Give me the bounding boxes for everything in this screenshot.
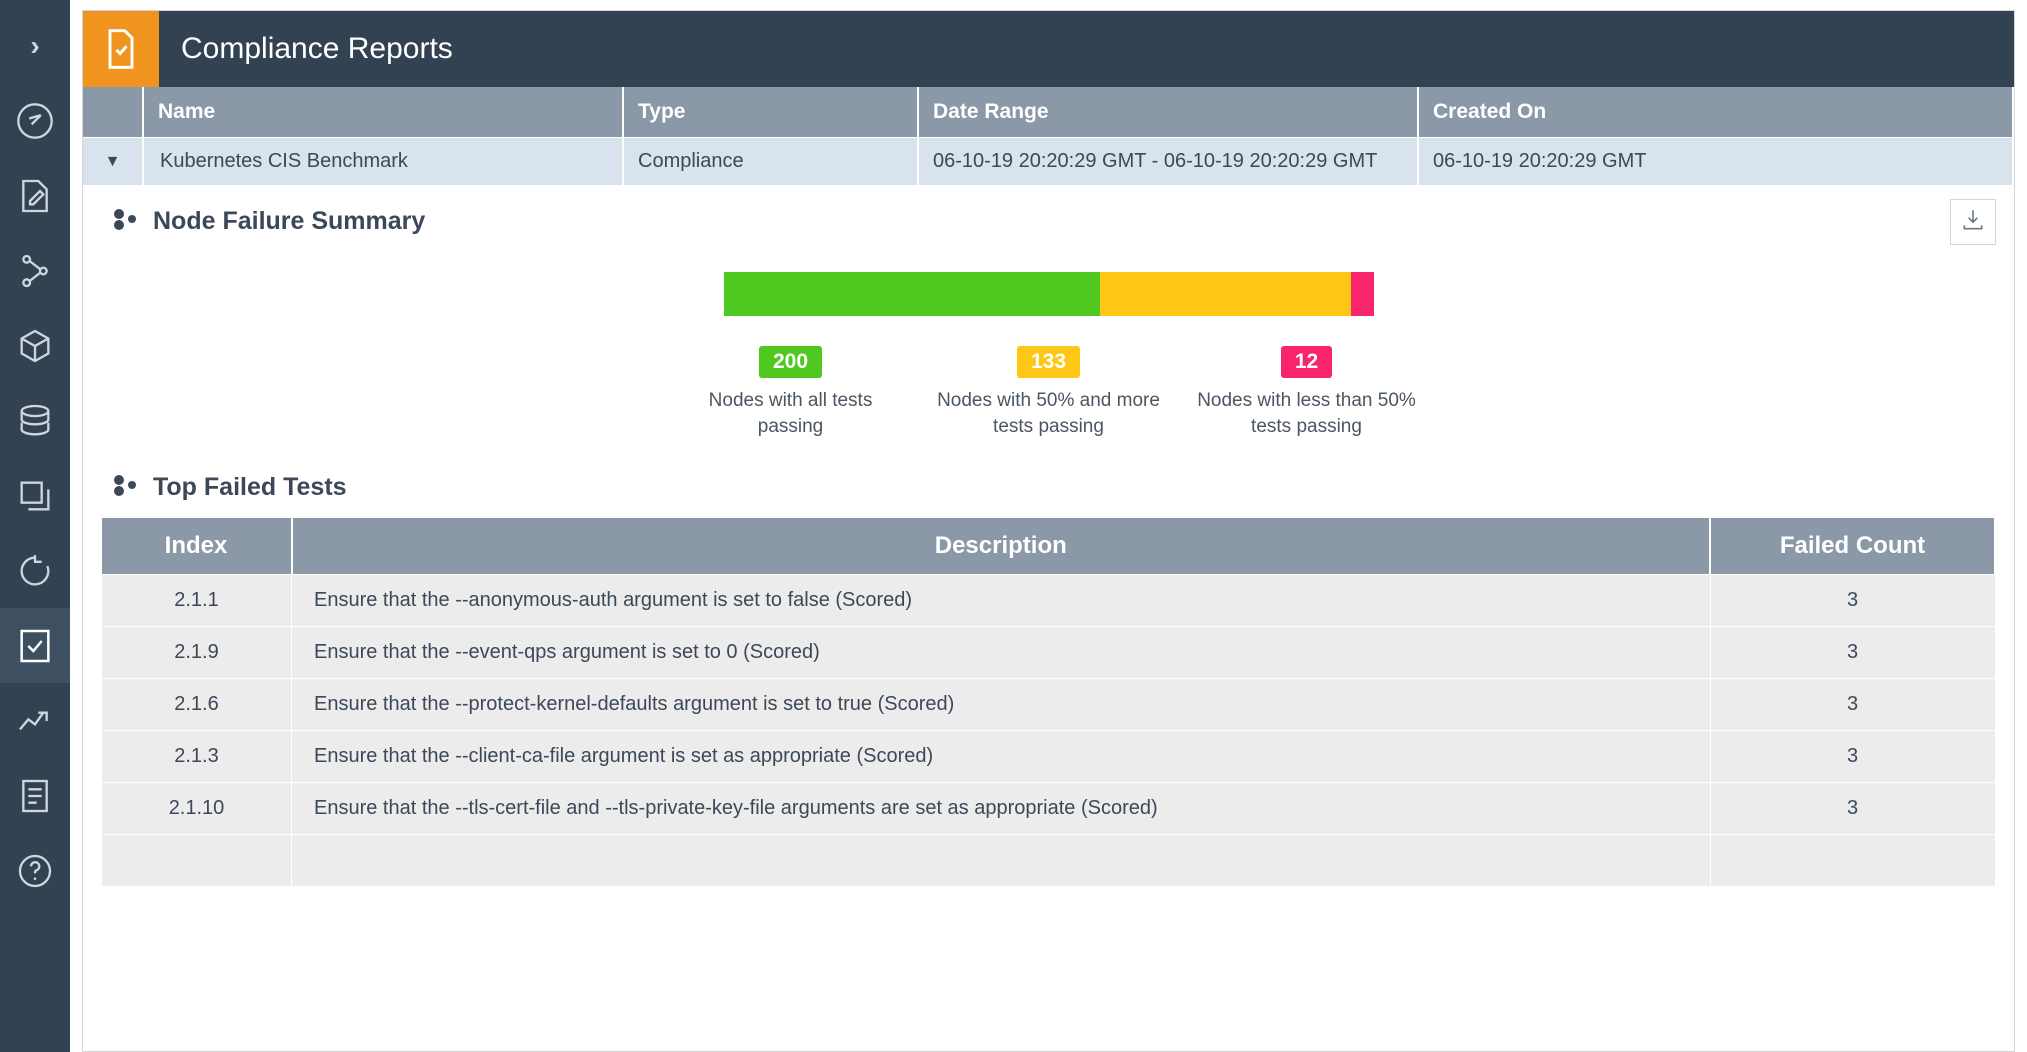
node-failure-stacked-bar [724, 272, 1374, 316]
cell-failed-count: 3 [1710, 783, 1995, 835]
reports-table-header [83, 87, 2013, 138]
table-row[interactable] [102, 783, 1996, 835]
sidebar-item-topology[interactable] [0, 233, 70, 308]
sidebar-item-containers[interactable] [0, 458, 70, 533]
column-expander [83, 87, 143, 138]
column-failed-count: Failed Count [1710, 518, 1995, 575]
sidebar-item-help[interactable] [0, 833, 70, 908]
bar-segment-passing-under-50 [1351, 272, 1374, 316]
cell-description: Ensure that the --client-ca-file argument is set as appropriate (Scored) [292, 731, 1711, 783]
section-title: Top Failed Tests [153, 473, 347, 502]
legend-label: Nodes with 50% and more tests passing [937, 390, 1160, 437]
compliance-reports-panel [82, 10, 2015, 1052]
section-title: Node Failure Summary [153, 207, 426, 235]
cell-date-range: 06-10-19 20:20:29 GMT - 06-10-19 20:20:29 GMT [918, 138, 1418, 186]
column-name: Name [143, 87, 623, 138]
table-row[interactable] [102, 679, 1996, 731]
sidebar-item-reports[interactable] [0, 758, 70, 833]
table-row[interactable] [102, 731, 1996, 783]
legend-item [934, 346, 1164, 439]
table-row[interactable] [102, 575, 1996, 627]
table-row[interactable] [102, 627, 1996, 679]
column-type: Type [623, 87, 918, 138]
row-expander-toggle[interactable]: ▼ [83, 138, 143, 186]
table-row[interactable] [83, 138, 2013, 186]
cell-failed-count: 3 [1710, 731, 1995, 783]
sidebar-item-runtime[interactable] [0, 533, 70, 608]
document-edit-icon [15, 176, 55, 216]
bar-segment-passing-all [724, 272, 1101, 316]
cell-index [102, 835, 292, 887]
cell-description: Ensure that the --tls-cert-file and --tls-private-key-file arguments are set as appropriate (Scored) [292, 783, 1711, 835]
cell-failed-count: 3 [1710, 679, 1995, 731]
table-row [102, 835, 1996, 887]
legend-label: Nodes with less than 50% tests passing [1197, 390, 1416, 437]
node-failure-bar-wrap [101, 272, 1996, 316]
sidebar-item-policies[interactable] [0, 158, 70, 233]
top-failed-tests-table [101, 518, 1996, 887]
status-badge: 12 [1281, 346, 1332, 378]
sidebar-item-packages[interactable] [0, 308, 70, 383]
cell-index: 2.1.1 [102, 575, 292, 627]
status-badge: 200 [759, 346, 822, 378]
column-created-on: Created On [1418, 87, 2013, 138]
cell-type: Compliance [623, 138, 918, 186]
report-detail-body [83, 185, 2014, 1051]
sidebar-item-explore[interactable] [0, 83, 70, 158]
cell-description: Ensure that the --anonymous-auth argument is set to false (Scored) [292, 575, 1711, 627]
sidebar-item-analytics[interactable] [0, 683, 70, 758]
sidebar-item-compliance[interactable] [0, 608, 70, 683]
trend-line-icon [15, 701, 55, 741]
checklist-check-icon [15, 626, 55, 666]
section-dots-icon [113, 474, 139, 501]
cell-name: Kubernetes CIS Benchmark [143, 138, 623, 186]
cell-index: 2.1.10 [102, 783, 292, 835]
page-header [83, 11, 2014, 87]
cell-description: Ensure that the --protect-kernel-defaults argument is set to true (Scored) [292, 679, 1711, 731]
share-nodes-icon [15, 251, 55, 291]
cell-failed-count [1710, 835, 1995, 887]
cube-icon [15, 326, 55, 366]
tests-table-header [102, 518, 1996, 575]
layers-stack-icon [15, 401, 55, 441]
cell-index: 2.1.3 [102, 731, 292, 783]
column-description: Description [292, 518, 1711, 575]
cell-index: 2.1.6 [102, 679, 292, 731]
download-report-button[interactable] [1950, 199, 1996, 245]
cell-created-on: 06-10-19 20:20:29 GMT [1418, 138, 2013, 186]
main-content [70, 0, 2027, 1052]
question-circle-icon [15, 851, 55, 891]
sidebar [0, 0, 70, 1052]
section-dots-icon [113, 208, 139, 235]
download-tray-icon [1960, 207, 1986, 238]
page-title: Compliance Reports [181, 32, 453, 65]
cell-description: Ensure that the --event-qps argument is set to 0 (Scored) [292, 627, 1711, 679]
compass-icon [15, 101, 55, 141]
legend-item [676, 346, 906, 439]
report-list-icon [15, 776, 55, 816]
reports-table [83, 87, 2014, 185]
cell-index: 2.1.9 [102, 627, 292, 679]
status-badge: 133 [1017, 346, 1080, 378]
circle-refresh-icon [15, 551, 55, 591]
legend-item [1192, 346, 1422, 439]
legend-label: Nodes with all tests passing [708, 390, 873, 437]
node-failure-legend [101, 346, 1996, 439]
sidebar-item-expand-collapse[interactable] [0, 8, 70, 83]
column-index: Index [102, 518, 292, 575]
cell-failed-count: 3 [1710, 627, 1995, 679]
chevron-right-icon: › [30, 29, 40, 61]
cell-failed-count: 3 [1710, 575, 1995, 627]
sidebar-item-registry[interactable] [0, 383, 70, 458]
report-check-icon [83, 11, 159, 87]
cell-description [292, 835, 1711, 887]
node-failure-summary-heading [113, 207, 1996, 236]
copy-squares-icon [15, 476, 55, 516]
column-date-range: Date Range [918, 87, 1418, 138]
bar-segment-passing-50-plus [1100, 272, 1351, 316]
top-failed-tests-heading [113, 473, 1996, 502]
